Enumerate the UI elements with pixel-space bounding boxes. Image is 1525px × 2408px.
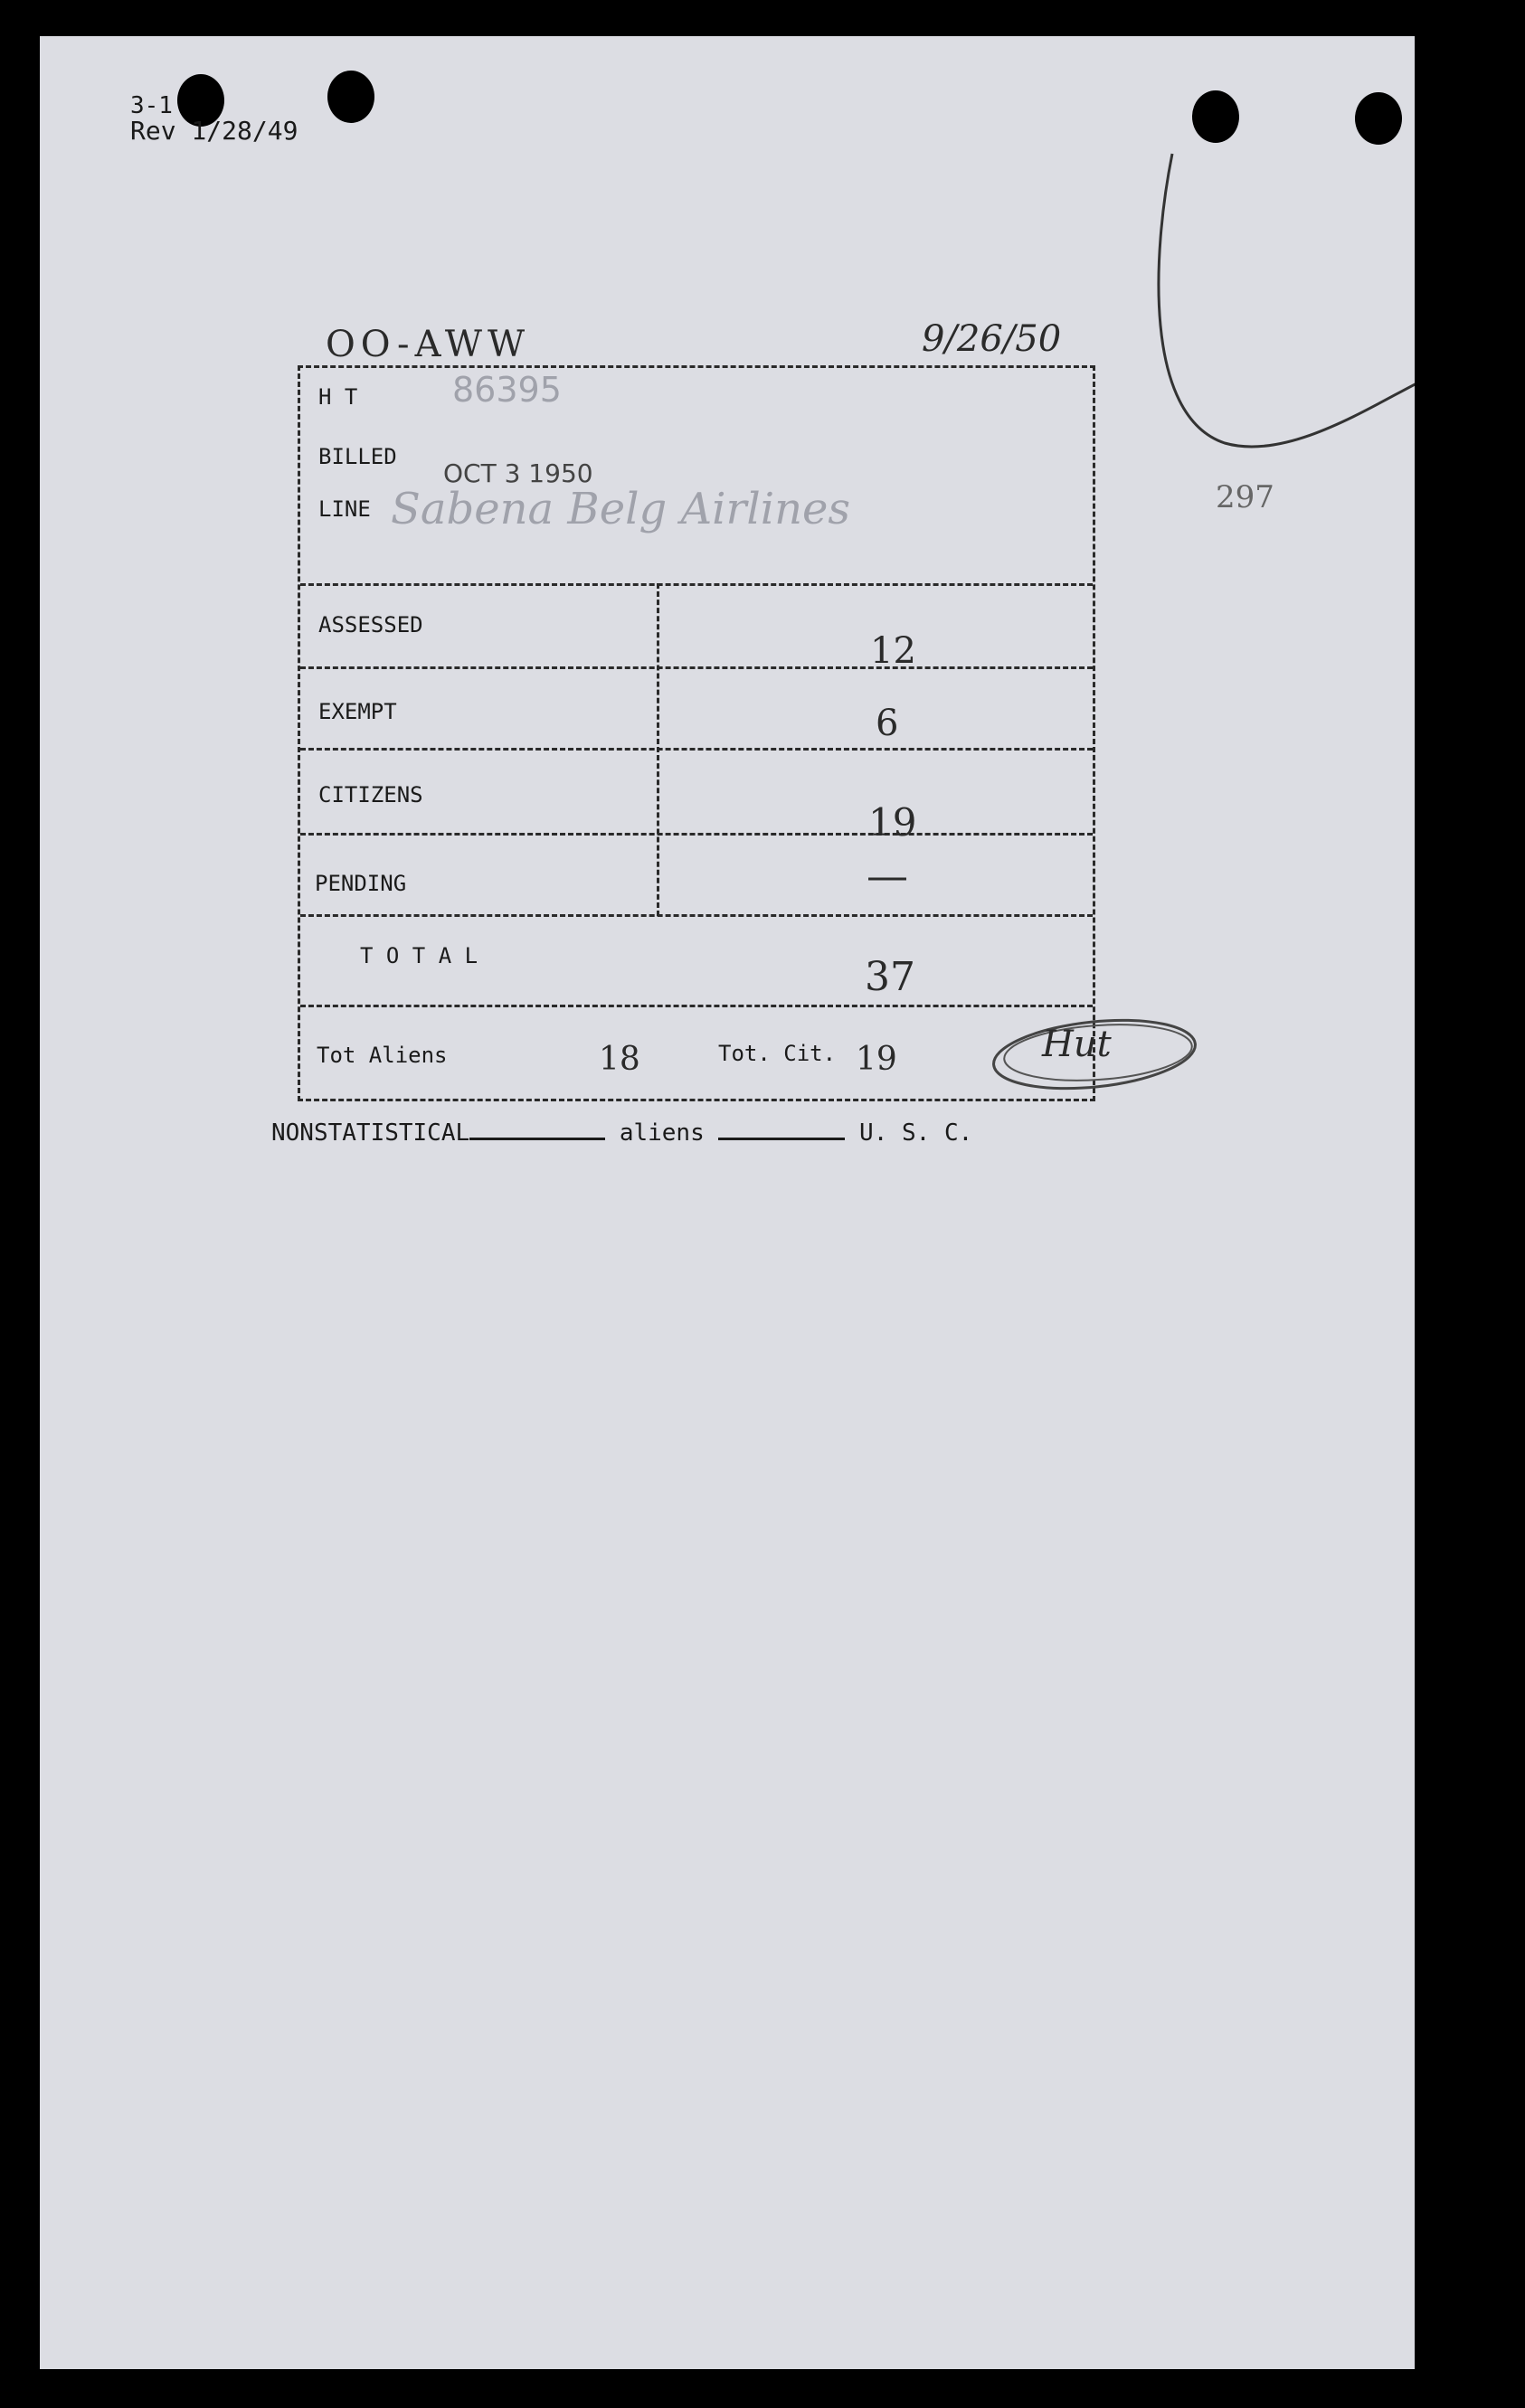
assessed-value: 12 bbox=[870, 630, 916, 672]
assessed-label: ASSESSED bbox=[318, 612, 423, 637]
form-table bbox=[298, 365, 1095, 1101]
divider-pending bbox=[300, 914, 1093, 917]
total-value: 37 bbox=[865, 954, 915, 1000]
billed-label: BILLED bbox=[318, 444, 397, 469]
usc-label: U. S. C. bbox=[859, 1119, 973, 1147]
pending-value: — bbox=[867, 851, 908, 900]
tot-cit-label: Tot. Cit. bbox=[718, 1041, 837, 1066]
airline-name: Sabena Belg Airlines bbox=[391, 484, 851, 534]
divider-citizens bbox=[300, 833, 1093, 836]
nonstatistical-blank bbox=[469, 1138, 605, 1140]
initials: Hut bbox=[1042, 1024, 1112, 1065]
nonstatistical-line bbox=[271, 1119, 972, 1147]
ht-label: H T bbox=[318, 384, 358, 410]
punch-hole-2 bbox=[327, 71, 374, 123]
document-sheet bbox=[40, 36, 1415, 2369]
exempt-value: 6 bbox=[876, 703, 899, 744]
tot-cit-value: 19 bbox=[856, 1041, 897, 1078]
divider-total bbox=[300, 1005, 1093, 1007]
pencil-curve-mark bbox=[1116, 118, 1415, 461]
tot-aliens-value: 18 bbox=[599, 1041, 640, 1078]
citizens-value: 19 bbox=[868, 800, 917, 845]
divider-assessed bbox=[300, 666, 1093, 669]
billed-date-stamp: OCT 3 1950 bbox=[443, 458, 593, 488]
aliens-label: aliens bbox=[619, 1119, 705, 1147]
form-code: 3-1 bbox=[130, 92, 173, 119]
aliens-blank bbox=[718, 1138, 845, 1140]
citizens-label: CITIZENS bbox=[318, 782, 423, 807]
form-revision: Rev 1/28/49 bbox=[130, 116, 298, 146]
ht-number: 86395 bbox=[452, 370, 562, 410]
total-label: T O T A L bbox=[360, 943, 478, 968]
pending-label: PENDING bbox=[315, 871, 407, 896]
divider-exempt bbox=[300, 748, 1093, 751]
exempt-label: EXEMPT bbox=[318, 699, 397, 724]
line-label: LINE bbox=[318, 496, 371, 522]
entry-date: 9/26/50 bbox=[922, 318, 1062, 360]
nonstatistical-label: NONSTATISTICAL bbox=[271, 1119, 470, 1147]
tot-aliens-label: Tot Aliens bbox=[317, 1043, 448, 1068]
registration-mark: OO-AWW bbox=[326, 324, 531, 365]
page-number: 297 bbox=[1216, 479, 1274, 515]
divider-top bbox=[300, 583, 1093, 586]
